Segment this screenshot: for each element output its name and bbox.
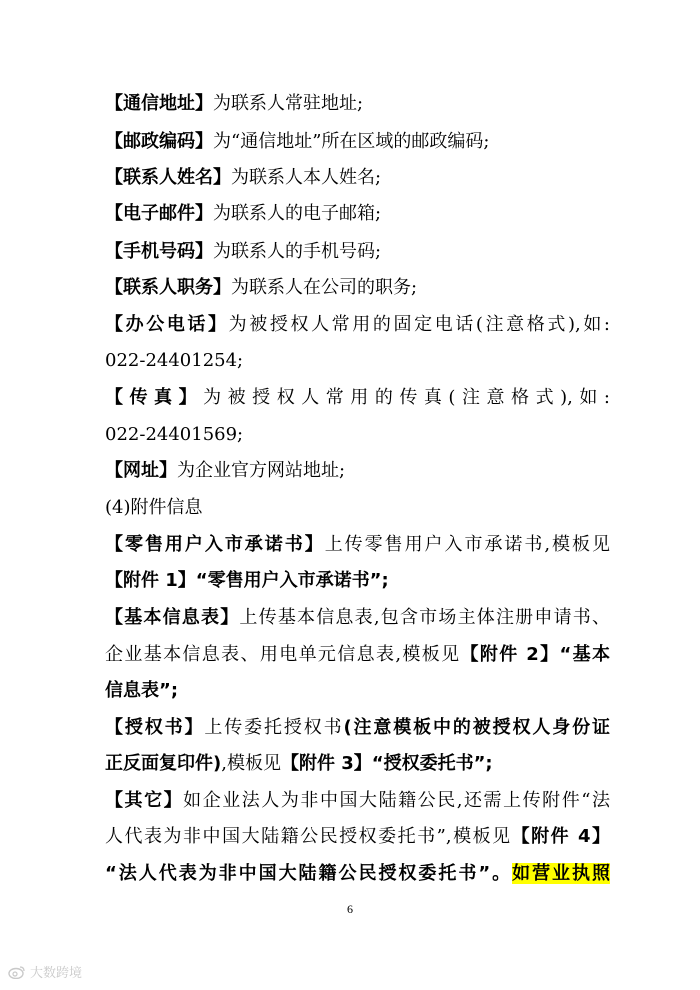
highlighted-text: 如营业执照 (512, 863, 610, 884)
entry-office-phone: 【办公电话】为被授权人常用的固定电话(注意格式),如: (105, 314, 610, 335)
attachment-1-ref: 【附件 1】“零售用户入市承诺书”; (105, 570, 389, 591)
entry-fax-example: 022-24401569; (105, 424, 244, 445)
page-number: 6 (347, 902, 353, 916)
section-heading: (4)附件信息 (105, 497, 203, 518)
entry-contact-name: 【联系人姓名】为联系人本人姓名; (105, 167, 382, 188)
attachment-3-line2: 正反面复印件),模板见【附件 3】“授权委托书”; (105, 753, 493, 774)
entry-email: 【电子邮件】为联系人的电子邮箱; (105, 203, 382, 224)
entry-address: 【通信地址】为联系人常驻地址; (105, 93, 364, 114)
entry-position: 【联系人职务】为联系人在公司的职务; (105, 277, 418, 298)
attachment-3: 【授权书】上传委托授权书(注意模板中的被授权人身份证 (105, 717, 610, 738)
entry-postcode: 【邮政编码】为“通信地址”所在区域的邮政编码; (105, 131, 490, 152)
attachment-4: 【其它】如企业法人为非中国大陆籍公民,还需上传附件“法 (105, 790, 611, 811)
entry-office-phone-example: 022-24401254; (105, 350, 244, 371)
attachment-1: 【零售用户入市承诺书】上传零售用户入市承诺书,模板见 (105, 534, 610, 555)
attachment-4-line3: “法人代表为非中国大陆籍公民授权委托书”。如营业执照 (105, 863, 610, 884)
weibo-icon (8, 965, 26, 979)
attachment-2: 【基本信息表】上传基本信息表,包含市场主体注册申请书、 (105, 607, 610, 628)
attachment-2-line2: 企业基本信息表、用电单元信息表,模板见【附件 2】“基本 (105, 644, 610, 665)
entry-mobile: 【手机号码】为联系人的手机号码; (105, 241, 382, 262)
watermark (8, 962, 82, 981)
entry-fax: 【传真】为被授权人常用的传真(注意格式),如: (105, 387, 610, 408)
attachment-2-line3: 信息表”; (105, 680, 179, 701)
attachment-4-line2: 人代表为非中国大陆籍公民授权委托书”,模板见【附件 4】 (105, 826, 611, 847)
watermark-text: 大数跨境 (30, 966, 83, 981)
entry-website: 【网址】为企业官方网站地址; (105, 460, 346, 481)
